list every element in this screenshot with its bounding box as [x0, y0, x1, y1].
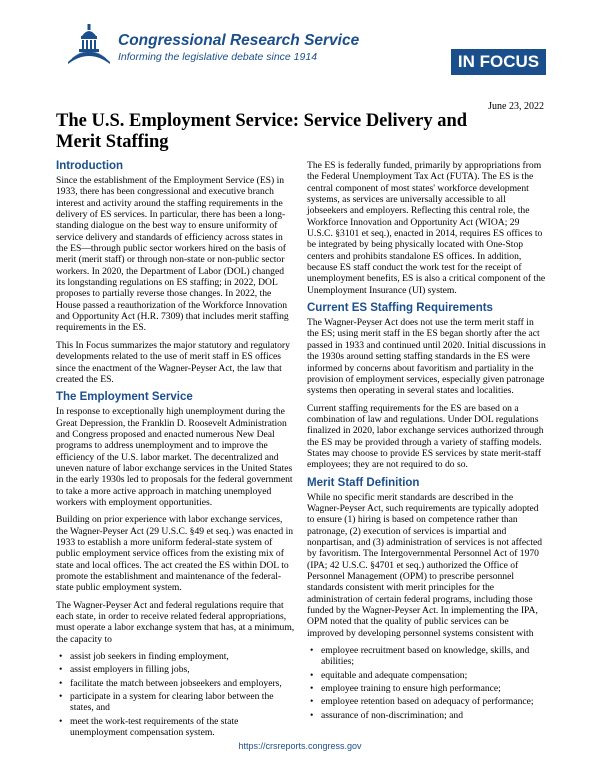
intro-paragraph-2: This In Focus summarizes the major statutory and regulatory developments related to the use of merit staff in ES offices since the enactment of the Wagner-Peyser Act, the law that created the ES. — [56, 339, 290, 385]
introduction-heading: Introduction — [56, 160, 124, 172]
page-title: The U.S. Employment Service: Service Delivery and Merit Staffing — [56, 111, 468, 152]
staffing-paragraph-2: Current staffing requirements for the ES are based on a combination of law and regulations. Under DOL regulations finalized in 2020, labor exchange services authorized through the ES may be provided through a variety of staffing models. States may choose to provide ES services by state merit-staff employees; they are not required to do so. — [307, 402, 544, 471]
list-item: • participate in a system for clearing labor between the states, and — [56, 691, 295, 714]
list-item: • facilitate the match between jobseekers and employers, — [56, 678, 295, 689]
list-item: • equitable and adequate compensation; — [307, 670, 546, 681]
es-paragraph-2: Building on prior experience with labor exchange services, the Wagner-Peyser Act (29 U.S.C. §49 et seq.) was enacted in 1933 to establish a more uniform federal-state system of public employment service offices from the existing mix of state and local offices. The act created the ES within DOL to promote the establishment and maintenance of the federal-state public employment system. — [56, 514, 294, 594]
merit-staff-heading: Merit Staff Definition — [307, 476, 420, 489]
footer-url-link[interactable]: https://crsreports.congress.gov — [238, 741, 362, 751]
personnel-standards-list — [307, 645, 546, 721]
es-paragraph-3: The Wagner-Peyser Act and federal regulations require that each state, in order to receive related federal appropriations, must operate a labor exchange system that has, at a minimum, the capacity to — [56, 599, 295, 645]
list-item: • assurance of non-discrimination; and — [307, 710, 546, 721]
list-item: • employee recruitment based on knowledge, skills, and abilities; — [307, 645, 546, 668]
staffing-requirements-heading: Current ES Staffing Requirements — [307, 302, 493, 315]
capacity-list — [56, 651, 295, 738]
list-item: • assist job seekers in finding employment, — [56, 651, 295, 662]
es-paragraph-1: In response to exceptionally high unemployment during the Great Depression, the Franklin D. Roosevelt Administration and Congress proposed and enacted numerous New Deal programs to address unemployment and to improve the efficiency of the U.S. labor market. The decentralized and uneven nature of labor exchange services in the United States in the early 1930s led to proposals for the federal government to take a more active approach in matching unemployed workers with employment opportunities. — [56, 406, 293, 508]
list-item: • meet the work-test requirements of the state unemployment compensation system. — [56, 716, 295, 739]
list-item: • assist employers in filling jobs, — [56, 664, 295, 675]
publication-date: June 23, 2022 — [488, 101, 544, 112]
list-item: • employee retention based on adequacy of performance; — [307, 696, 546, 707]
list-item: • employee training to ensure high performance; — [307, 683, 546, 694]
staffing-paragraph-1: The Wagner-Peyser Act does not use the term merit staff in the ES; using merit staff in the ES began shortly after the act passed in 1933 and continued until 2020. Initial discussions in the 1930s around setting staffing standards in the ES were informed by concerns about favoritism and partiality in the provision of employment services, especially given patronage systems then operating in several states and localities. — [307, 317, 546, 397]
funding-paragraph: The ES is federally funded, primarily by appropriations from the Federal Unemployment Tax Act (FUTA). The ES is the central component of most states' workforce development systems, as services are universally accessible to all jobseekers and employers. Reflecting this central role, the Workforce Innovation and Opportunity Act (WIOA; 29 U.S.C. §3101 et seq.), enacted in 2014, requires ES offices to be integrated by being physically located with One-Stop centers and prohibits standalone ES offices. In addition, because ES staff conduct the work test for the receipt of unemployment benefits, ES is also a critical component of the Unemployment Insurance (UI) system. — [307, 160, 546, 296]
org-name: Congressional Research Service — [118, 32, 360, 49]
page-header — [0, 0, 600, 95]
merit-paragraph: While no specific merit standards are described in the Wagner-Peyser Act, such requirements are typically adopted to ensure (1) hiring is based on competence rather than patronage, (2) execution of services is impartial and nonpartisan, and (3) administration of services is not affected by favoritism. The Intergovernmental Personnel Act of 1970 (IPA; 42 U.S.C. §4701 et seq.) authorized the Office of Personnel Management (OPM) to prescribe personnel standards consistent with merit principles for the administration of certain federal programs, including those funded by the Wagner-Peyser Act. In implementing the IPA, OPM noted that the quality of public services can be improved by developing personnel systems consistent with — [307, 491, 543, 639]
right-column — [307, 160, 546, 727]
employment-service-heading: The Employment Service — [56, 391, 193, 404]
left-column — [56, 160, 295, 744]
capitol-dome-logo — [66, 22, 112, 66]
in-focus-badge: IN FOCUS — [451, 49, 546, 75]
org-tagline: Informing the legislative debate since 1914 — [118, 51, 318, 63]
intro-paragraph-1: Since the establishment of the Employment Service (ES) in 1933, there has been congressional and executive branch interest and activity around the staffing requirements in the delivery of ES services. In particular, there has been a long-standing dialogue on the best way to ensure uniformity of service delivery and standards of efficiency across states in the ES—through public sector workers hired on the basis of merit (merit staff) or through non-state or non-public sector workers. In 2020, the Department of Labor (DOL) changed its longstanding regulations on ES staffing; in 2022, DOL proposes to partially reverse those changes. In 2022, the House passed a reauthorization of the Workforce Innovation and Opportunity Act (H.R. 7309) that includes merit staffing requirements in the ES. — [56, 175, 289, 334]
